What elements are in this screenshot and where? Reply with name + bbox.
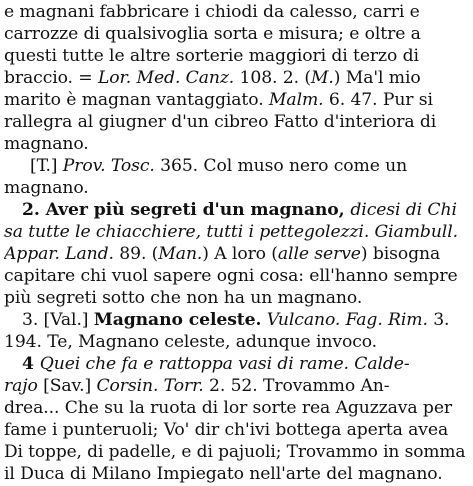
- text-line: [4, 89, 470, 112]
- text-run: 89. (: [113, 244, 159, 264]
- text-line: [22, 199, 470, 222]
- text-run: 2. 52. Trovammo An-: [203, 376, 390, 396]
- text-run: Magnano celeste.: [93, 310, 262, 330]
- text-line: [4, 397, 470, 420]
- text-line: [4, 331, 470, 354]
- text-run: 365. Col muso nero come un: [154, 156, 408, 176]
- text-run: capitare chi vuol sapere ogni cosa: ell'hanno sempre: [4, 266, 458, 286]
- text-run: [Sav.]: [37, 376, 97, 396]
- text-run: e magnani fabbricare i chiodi da calesso, carri e: [4, 2, 420, 22]
- text-line: [22, 353, 470, 376]
- text-run: 3. [Val.]: [22, 310, 94, 330]
- text-run: 108. 2. (: [234, 68, 311, 88]
- text-line: [22, 309, 470, 332]
- text-line: [4, 243, 470, 266]
- text-line: [4, 441, 470, 464]
- text-run: il Duca di Milano Impiegato nell'arte del magnano.: [4, 464, 443, 484]
- text-line: [4, 375, 470, 398]
- text-run: marito è magnan vantaggiato.: [4, 90, 269, 110]
- text-run: 3.: [427, 310, 450, 330]
- text-run: magnano.: [4, 134, 89, 154]
- text-line: [4, 45, 470, 68]
- text-run: rallegra al giugner d'un cibreo Fatto d'interiora di: [4, 112, 437, 132]
- text-run: Malm.: [268, 90, 324, 110]
- text-run: rajo: [4, 376, 38, 396]
- text-line: [30, 155, 470, 178]
- text-line: [4, 265, 470, 288]
- text-line: [4, 463, 470, 486]
- text-run: Corsin. Torr.: [96, 376, 204, 396]
- text-line: [4, 67, 470, 90]
- text-run: alle serve: [277, 244, 361, 264]
- text-run: Lor. Med. Canz.: [97, 68, 235, 88]
- text-line: [4, 23, 470, 46]
- text-run: ) bisogna: [360, 244, 441, 264]
- text-run: ) Ma'l mio: [333, 68, 421, 88]
- text-run: 6. 47. Pur si: [323, 90, 433, 110]
- text-run: Appar. Land.: [4, 244, 114, 264]
- text-run: braccio. =: [4, 68, 98, 88]
- text-run: magnano.: [4, 178, 89, 198]
- text-line: [4, 177, 470, 200]
- text-run: fame i punteruoli; Vo' dir ch'ivi bottega aperta avea: [4, 420, 449, 440]
- text-run: [T.]: [30, 156, 63, 176]
- text-run: 4: [22, 354, 40, 374]
- text-run: più segreti sotto che non ha un magnano.: [4, 288, 363, 308]
- text-line: [4, 419, 470, 442]
- text-run: 2. Aver più segreti d'un magnano,: [22, 200, 351, 220]
- text-run: Vulcano. Fag. Rim.: [266, 310, 428, 330]
- text-run: drea... Che su la ruota di lor sorte rea Aguzzava per: [4, 398, 453, 418]
- text-run: ) A loro (: [202, 244, 278, 264]
- text-run: 194. Te, Magnano celeste, adunque invoco.: [4, 332, 378, 352]
- text-line: [4, 133, 470, 156]
- text-run: Quei che fa e rattoppa vasi di rame. Calde-: [39, 354, 410, 374]
- text-run: sa tutte le chiacchiere, tutti i pettegolezzi. Giambull.: [4, 222, 458, 242]
- text-run: dicesi di Chi: [350, 200, 457, 220]
- text-run: M.: [310, 68, 334, 88]
- text-run: carrozze di qualsivoglia sorta e misura; e oltre a: [4, 24, 421, 44]
- text-run: Man.: [158, 244, 203, 264]
- text-line: [4, 287, 470, 310]
- text-run: Di toppe, di padelle, e di pajuoli; Trovammo in somma: [4, 442, 466, 462]
- text-line: [4, 221, 470, 244]
- text-line: [4, 1, 470, 24]
- text-line: [4, 111, 470, 134]
- text-run: Prov. Tosc.: [62, 156, 155, 176]
- text-run: questi tutte le altre sorterie maggiori di terzo di: [4, 46, 419, 66]
